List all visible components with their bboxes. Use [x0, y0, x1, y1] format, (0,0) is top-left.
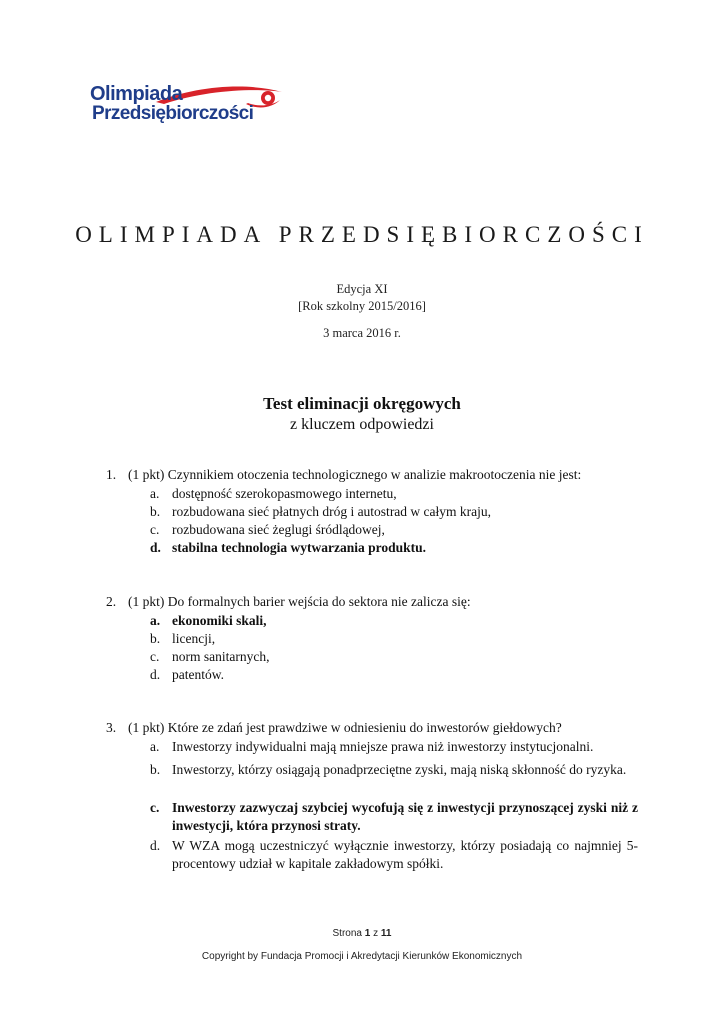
option-text: patentów.	[172, 667, 224, 682]
option-text: Inwestorzy indywidualni mają mniejsze prawa niż inwestorzy instytucjonalni.	[172, 739, 594, 754]
page-current: 1	[364, 928, 371, 939]
option-text: Inwestorzy, którzy osiągają ponadprzeciętne zyski, mają niską skłonność do ryzyka.	[172, 762, 627, 777]
question-text: (1 pkt) Czynnikiem otoczenia technologicznego w analizie makrootoczenia nie jest:	[128, 467, 582, 482]
option-text: stabilna technologia wytwarzania produktu.	[172, 540, 427, 555]
exam-date: 3 marca 2016 r.	[323, 326, 401, 340]
school-year: [Rok szkolny 2015/2016]	[298, 299, 426, 313]
page-prefix: Strona	[332, 928, 362, 939]
option-letter: d.	[150, 838, 161, 853]
question-text: (1 pkt) Które ze zdań jest prawdziwe w odniesieniu do inwestorów giełdowych?	[128, 720, 562, 735]
question-number: 3.	[106, 720, 117, 735]
question-number: 1.	[106, 467, 117, 482]
option-text: rozbudowana sieć żeglugi śródlądowej,	[172, 522, 385, 537]
question-text: (1 pkt) Do formalnych barier wejścia do sektora nie zalicza się:	[128, 594, 471, 609]
edition: Edycja XI	[336, 282, 388, 296]
olimpiada-logo	[86, 80, 286, 130]
option-letter: c.	[150, 649, 160, 664]
question-number: 2.	[106, 594, 117, 609]
option-text: W WZA mogą uczestniczyć wyłącznie inwestorzy, którzy posiadają co najmniej 5-procentowy udział w kapitale zakładowym spółki.	[172, 838, 638, 871]
test-title: Test eliminacji okręgowych	[263, 394, 461, 413]
option-letter: d.	[150, 667, 161, 682]
option-letter: a.	[150, 739, 160, 754]
test-subtitle: z kluczem odpowiedzi	[290, 416, 434, 433]
page-separator: z	[373, 928, 379, 939]
option-text: norm sanitarnych,	[172, 649, 270, 664]
option-letter: b.	[150, 631, 161, 646]
option-letter: c.	[150, 522, 160, 537]
logo-text-line2: Przedsiębiorczości	[92, 103, 254, 124]
option-text: rozbudowana sieć płatnych dróg i autostrad w całym kraju,	[172, 504, 492, 519]
option-letter: a.	[150, 486, 160, 501]
option-text: licencji,	[172, 631, 216, 646]
option-letter: b.	[150, 762, 161, 777]
option-letter: d.	[150, 540, 161, 555]
page-total: 11	[380, 928, 392, 939]
option-letter: c.	[150, 800, 160, 815]
logo-text-line1: Olimpiada	[90, 83, 183, 105]
option-letter: a.	[150, 613, 161, 628]
copyright: Copyright by Fundacja Promocji i Akredytacji Kierunków Ekonomicznych	[201, 951, 523, 962]
option-letter: b.	[150, 504, 161, 519]
option-text: Inwestorzy zazwyczaj szybciej wycofują się z inwestycji przynoszącej zyski niż z inwestycji, która przynosi straty.	[172, 800, 638, 833]
option-text: ekonomiki skali,	[172, 613, 267, 628]
option-text: dostępność szerokopasmowego internetu,	[172, 486, 397, 501]
page-number	[0, 928, 724, 939]
document-title: OLIMPIADA PRZEDSIĘBIORCZOŚCI	[75, 222, 649, 247]
